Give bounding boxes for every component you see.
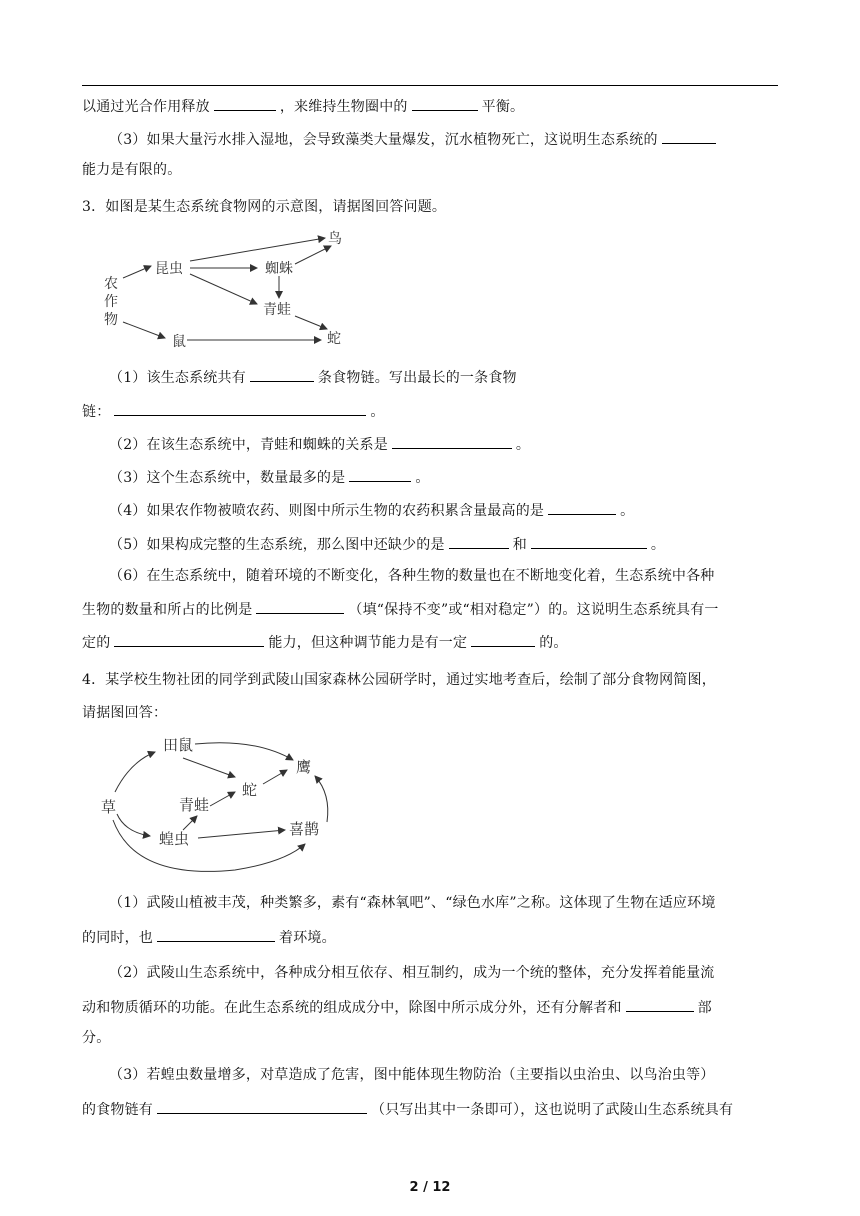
food-web-diagram-1: [95, 226, 365, 351]
node-insect: 昆虫: [155, 261, 183, 277]
text: 生物的数量和所占的比例是: [82, 602, 253, 618]
text: 的食物链有: [82, 1102, 153, 1118]
text-line: [109, 128, 720, 150]
answer-blank[interactable]: [412, 95, 478, 111]
text: 条食物链。写出最长的一条食物: [317, 370, 517, 386]
text: 。: [650, 537, 666, 553]
node-spider: 蜘蛛: [265, 261, 293, 277]
node-grass: 草: [101, 798, 117, 816]
question-4-stem: 4．某学校生物社团的同学到武陵山国家森林公园研学时，通过实地考查后，绘制了部分食物网简图，: [82, 672, 716, 688]
text-line: [109, 499, 634, 521]
arrow-spider-bird: [295, 246, 331, 264]
node-frog: 青蛙: [179, 796, 210, 814]
node-frog: 青蛙: [263, 302, 291, 318]
answer-blank[interactable]: [114, 400, 366, 416]
question-3-stem: 3．如图是某生态系统食物网的示意图，请据图回答问题。: [82, 199, 447, 215]
answer-blank[interactable]: [250, 366, 314, 382]
arrow-vole-snake: [183, 758, 235, 777]
text: （5）如果构成完整的生态系统，那么图中还缺少的是: [109, 537, 445, 553]
text: （只写出其中一条即可），这也说明了武陵山生态系统具有: [371, 1102, 734, 1118]
node-crop-1: 农: [104, 276, 118, 292]
node-rat: 鼠: [172, 334, 186, 350]
answer-blank[interactable]: [626, 996, 694, 1012]
text-line: [82, 598, 719, 620]
arrow-magpie-hawk: [315, 776, 328, 822]
answer-blank[interactable]: [114, 631, 264, 647]
text: 平衡。: [481, 99, 525, 115]
text-line: （1）武陵山植被丰茂，种类繁多，素有“森林氧吧”、“绿色水库”之称。这体现了生物在适应环境: [109, 895, 716, 911]
arrow-frog-snake: [210, 792, 235, 806]
text-line: [82, 1098, 733, 1120]
arrow-locust-magpie: [198, 830, 285, 838]
text-line: [109, 466, 430, 488]
text-line: [109, 366, 517, 388]
arrow-grass-vole: [115, 752, 155, 792]
arrow-frog-snake: [295, 316, 327, 329]
text: （4）如果农作物被喷农药、则图中所示生物的农药积累含量最高的是: [109, 503, 545, 519]
text-line: [109, 433, 530, 455]
text: 的同时，也: [82, 930, 153, 946]
text-line: [82, 926, 336, 948]
arrow-crop-insect: [123, 266, 151, 278]
answer-blank[interactable]: [449, 533, 509, 549]
arrow-grass-locust: [117, 814, 150, 836]
text: 的。: [539, 635, 568, 651]
arrow-vole-hawk: [195, 743, 293, 760]
text: 部: [697, 1000, 712, 1016]
arrow-snake-hawk: [263, 770, 287, 784]
food-web-diagram-2: [95, 732, 345, 882]
text: （3）如果大量污水排入湿地，会导致藻类大量爆发，沉水植物死亡，这说明生态系统的: [109, 132, 658, 148]
text-line: [82, 95, 524, 117]
text-line: 能力是有限的。: [82, 162, 182, 178]
text: 定的: [82, 635, 111, 651]
text: （1）该生态系统共有: [109, 370, 246, 386]
header-rule: [82, 85, 778, 86]
node-snake: 蛇: [242, 781, 258, 799]
node-bird: 鸟: [328, 231, 342, 247]
text: （填“保持不变”或“相对稳定”）的。这说明生态系统具有一: [348, 602, 719, 618]
node-hawk: 鹰: [296, 758, 312, 776]
node-crop-2: 作: [104, 294, 118, 310]
arrow-locust-frog: [183, 816, 197, 830]
text: 着环境。: [279, 930, 336, 946]
answer-blank[interactable]: [157, 926, 275, 942]
answer-blank[interactable]: [157, 1098, 367, 1114]
text: ，来维持生物圈中的: [279, 99, 408, 115]
text: 。: [370, 404, 385, 420]
question-4-stem-cont: 请据图回答：: [82, 705, 168, 721]
arrow-insect-frog: [190, 274, 257, 304]
answer-blank[interactable]: [548, 499, 616, 515]
answer-blank[interactable]: [349, 466, 411, 482]
text: （3）这个生态系统中，数量最多的是: [109, 470, 346, 486]
text: 链：: [82, 404, 111, 420]
page-number: 2 / 12: [409, 1180, 451, 1195]
arrow-insect-bird: [190, 238, 325, 261]
text-line: 分。: [82, 1030, 111, 1046]
text-line: （3）若蝗虫数量增多，对草造成了危害，图中能体现生物防治（主要指以虫治虫、以鸟治虫等）: [109, 1067, 715, 1083]
text: 。: [515, 437, 531, 453]
text-line: [82, 400, 385, 422]
text: 以通过光合作用释放: [82, 99, 210, 115]
text-line: [109, 533, 665, 555]
text: 。: [415, 470, 430, 486]
arrow-grass-magpie: [113, 820, 305, 871]
answer-blank[interactable]: [256, 598, 344, 614]
node-crop-3: 物: [104, 312, 118, 328]
text-line: （6）在生态系统中，随着环境的不断变化，各种生物的数量也在不断地变化着，生态系统中各种: [109, 568, 715, 584]
node-snake: 蛇: [327, 331, 341, 347]
answer-blank[interactable]: [662, 128, 716, 144]
text-line: [82, 996, 712, 1018]
text-line: [82, 631, 568, 653]
text: 和: [512, 537, 527, 553]
answer-blank[interactable]: [214, 95, 276, 111]
node-magpie: 喜鹊: [289, 820, 320, 838]
text: （2）在该生态系统中，青蛙和蜘蛛的关系是: [109, 437, 388, 453]
node-locust: 蝗虫: [159, 830, 190, 848]
text: 能力，但这种调节能力是有一定: [268, 635, 468, 651]
node-vole: 田鼠: [163, 736, 194, 754]
answer-blank[interactable]: [392, 433, 512, 449]
arrow-crop-rat: [123, 322, 165, 338]
answer-blank[interactable]: [471, 631, 535, 647]
text: 动和物质循环的功能。在此生态系统的组成成分中，除图中所示成分外，还有分解者和: [82, 1000, 622, 1016]
text: 。: [620, 503, 635, 519]
text-line: （2）武陵山生态系统中，各种成分相互依存、相互制约，成为一个统的整体，充分发挥着能量流: [109, 965, 715, 981]
answer-blank[interactable]: [531, 533, 647, 549]
